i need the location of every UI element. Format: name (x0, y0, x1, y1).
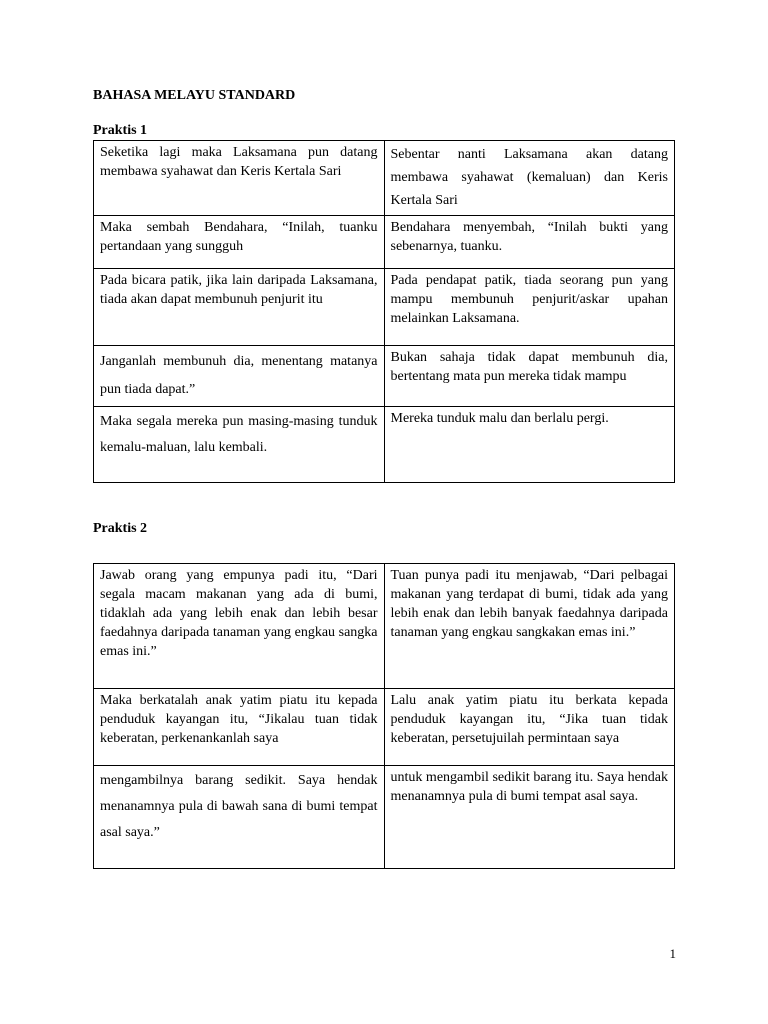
table-row (94, 269, 675, 346)
table-row (94, 689, 675, 766)
original-sentence-cell: Maka segala mereka pun masing-masing tunduk kemalu-maluan, lalu kembali. (94, 407, 385, 483)
praktis-2-table (93, 563, 675, 869)
table-row (94, 346, 675, 407)
table-row (94, 216, 675, 269)
standard-sentence-cell: Pada pendapat patik, tiada seorang pun yang mampu membunuh penjurit/askar upahan melainkan Laksamana. (384, 269, 675, 346)
document-title: BAHASA MELAYU STANDARD (93, 88, 296, 103)
standard-sentence-cell: Lalu anak yatim piatu itu berkata kepada penduduk kayangan itu, “Jika tuan tidak keberatan, persetujuilah permintaan saya (384, 689, 675, 766)
page-number: 1 (669, 946, 676, 961)
table-row (94, 564, 675, 689)
praktis-1-table (93, 140, 675, 483)
original-sentence-cell: Maka sembah Bendahara, “Inilah, tuanku pertandaan yang sungguh (94, 216, 385, 269)
original-sentence-cell: Jawab orang yang empunya padi itu, “Dari segala macam makanan yang ada di bumi, tidaklah ada yang lebih enak dan lebih besar faedahnya daripada tanaman yang engkau sangka emas ini.” (94, 564, 385, 689)
table-row (94, 407, 675, 483)
original-sentence-cell: Seketika lagi maka Laksamana pun datang membawa syahawat dan Keris Kertala Sari (94, 141, 385, 216)
standard-sentence-cell: Mereka tunduk malu dan berlalu pergi. (384, 407, 675, 483)
original-sentence-cell: Maka berkatalah anak yatim piatu itu kepada penduduk kayangan itu, “Jikalau tuan tidak keberatan, perkenankanlah saya (94, 689, 385, 766)
original-sentence-cell: mengambilnya barang sedikit. Saya hendak menanamnya pula di bawah sana di bumi tempat asal saya.” (94, 766, 385, 869)
standard-sentence-cell: Sebentar nanti Laksamana akan datang membawa syahawat (kemaluan) dan Keris Kertala Sari (384, 141, 675, 216)
standard-sentence-cell: Bendahara menyembah, “Inilah bukti yang sebenarnya, tuanku. (384, 216, 675, 269)
standard-sentence-cell: Bukan sahaja tidak dapat membunuh dia, bertentang mata pun mereka tidak mampu (384, 346, 675, 407)
table-row (94, 141, 675, 216)
table-row (94, 766, 675, 869)
standard-sentence-cell: untuk mengambil sedikit barang itu. Saya hendak menanamnya pula di bumi tempat asal saya. (384, 766, 675, 869)
original-sentence-cell: Pada bicara patik, jika lain daripada Laksamana, tiada akan dapat membunuh penjurit itu (94, 269, 385, 346)
original-sentence-cell: Janganlah membunuh dia, menentang matanya pun tiada dapat.” (94, 346, 385, 407)
standard-sentence-cell: Tuan punya padi itu menjawab, “Dari pelbagai makanan yang terdapat di bumi, tidak ada yang lebih enak dan lebih banyak faedahnya daripada tanaman yang engkau sangkakan emas ini.” (384, 564, 675, 689)
praktis-2-heading: Praktis 2 (93, 521, 148, 536)
praktis-1-heading: Praktis 1 (93, 123, 148, 138)
